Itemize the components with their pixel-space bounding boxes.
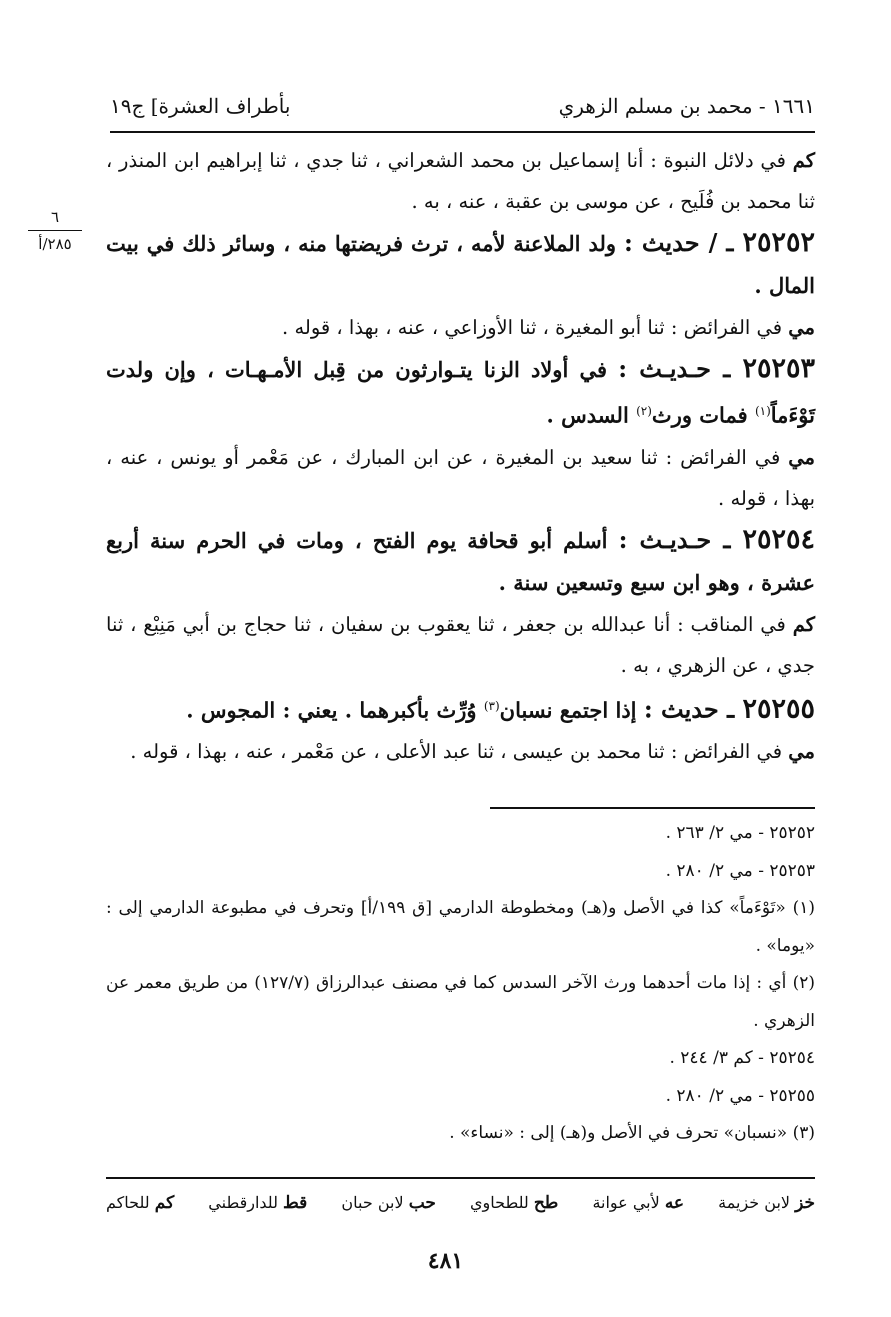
page-number: ٤٨١	[427, 1248, 464, 1274]
footnotes	[106, 815, 815, 1153]
source-text: في الفرائض : ثنا محمد بن عيسى ، ثنا عبد الأعلى ، عن مَعْمر ، عنه ، بهذا ، قوله .	[130, 740, 789, 763]
abbreviation-item	[718, 1193, 815, 1213]
abbreviation-meaning: للدارقطني	[208, 1193, 284, 1212]
entry-text: في أولاد الزنا يتـوارثون من قِبل الأمـهـات ، وإن ولدت تَوْءَماً	[106, 357, 815, 428]
entry-text: السدس .	[546, 402, 637, 428]
footer-rule	[106, 1177, 815, 1179]
abbreviation-item	[208, 1193, 307, 1213]
entry-number: ٢٥٢٥٣	[742, 353, 815, 384]
entry-label: ـ حـديـث :	[618, 354, 743, 383]
entry-label: ـ / حديث :	[624, 228, 743, 257]
abbreviation-code: عه	[664, 1193, 685, 1213]
source-siglum: كم	[792, 149, 815, 172]
source-paragraph	[106, 437, 815, 519]
source-text: في الفرائض : ثنا أبو المغيرة ، ثنا الأوزاعي ، عنه ، بهذا ، قوله .	[282, 316, 789, 339]
source-paragraph	[106, 140, 815, 222]
hadith-entry	[106, 222, 815, 307]
abbreviation-code: قط	[283, 1193, 308, 1213]
source-siglum: كم	[792, 612, 815, 636]
entry-number: ٢٥٢٥٥	[742, 693, 815, 724]
footnote: (٢) أي : إذا مات أحدهما ورث الآخر السدس كما في مصنف عبدالرزاق (١٢٧/٧) من طريق معمر عن الزهري .	[106, 973, 815, 1031]
margin-folio-number: ٦	[50, 208, 60, 226]
source-text: في الفرائض : ثنا سعيد بن المغيرة ، عن ابن المبارك ، عن مَعْمر أو يونس ، عنه ، بهذا ، قوله .	[106, 445, 815, 510]
source-siglum: مي	[788, 445, 815, 469]
abbreviation-item	[106, 1193, 174, 1213]
entry-label: ـ حـديـث :	[618, 524, 743, 554]
footnote: ٢٥٢٥٥ - مي ٢/ ٢٨٠ .	[665, 1085, 815, 1106]
footnote-ref: (٢)	[636, 404, 652, 418]
abbreviation-meaning: لأبي عوانة	[592, 1193, 665, 1212]
footnote: (١) «تَوْءَماً» كذا في الأصل و(هـ) ومخطوطة الدارمي [ق ١٩٩/أ] وتحرف في مطبوعة الدارمي إلى : «يوما» .	[106, 898, 815, 956]
footnote: (٣) «نسبان» تحرف في الأصل و(هـ) إلى : «نساء» .	[449, 1123, 815, 1143]
hadith-entry	[106, 348, 815, 437]
hadith-entry	[106, 686, 815, 732]
margin-folio-leaf: ٢٨٥/أ	[38, 235, 72, 253]
abbreviation-meaning: للحاكم	[106, 1193, 155, 1212]
entry-number: ٢٥٢٥٢	[742, 227, 815, 258]
book-title: بأطراف العشرة] ج١٩	[110, 94, 291, 118]
abbreviation-key	[106, 1188, 815, 1218]
abbreviation-item	[592, 1193, 684, 1213]
footnote-separator	[490, 807, 815, 809]
abbreviation-meaning: للطحاوي	[469, 1193, 534, 1212]
section-title: ١٦٦١ - محمد بن مسلم الزهري	[558, 94, 815, 118]
main-text	[106, 140, 815, 772]
margin-folio-note	[26, 208, 84, 253]
source-text: في المناقب : أنا عبدالله بن جعفر ، ثنا يعقوب بن سفيان ، ثنا حجاج بن أبي مَنِيْع ، ثنا جدي ، عن الزهري ، به .	[106, 612, 815, 677]
source-text: في دلائل النبوة : أنا إسماعيل بن محمد الشعراني ، ثنا جدي ، ثنا إبراهيم ابن المنذر ، ثنا محمد بن فُلَيح ، عن موسى بن عقبة ، عنه ، به .	[106, 149, 815, 213]
footnote-ref: (٣)	[483, 698, 500, 713]
header-rule	[110, 131, 815, 133]
abbreviation-code: طح	[533, 1193, 559, 1213]
footnote: ٢٥٢٥٢ - مي ٢/ ٢٦٣ .	[665, 823, 815, 843]
hadith-entry	[106, 519, 815, 604]
entry-text: أسلم أبو قحافة يوم الفتح ، ومات في الحرم سنة أربع عشرة ، وهو ابن سبع وتسعين سنة .	[106, 527, 815, 595]
entry-text: وُرِّث بأكبرهما . يعني : المجوس .	[186, 697, 484, 722]
margin-folio-divider	[28, 230, 82, 231]
footnote-ref: (١)	[754, 404, 771, 418]
footnote: ٢٥٢٥٣ - مي ٢/ ٢٨٠ .	[665, 860, 815, 881]
source-paragraph	[106, 604, 815, 686]
abbreviation-item	[470, 1193, 558, 1213]
running-header	[110, 86, 815, 126]
source-paragraph	[106, 731, 815, 772]
source-paragraph	[106, 307, 815, 348]
abbreviation-code: خز	[795, 1193, 815, 1213]
abbreviation-meaning: لابن خزيمة	[718, 1193, 796, 1212]
source-siglum: مي	[788, 316, 815, 339]
entry-text: فمات ورث	[651, 402, 755, 428]
footnote: ٢٥٢٥٤ - كم ٣/ ٢٤٤ .	[669, 1048, 815, 1068]
entry-text: إذا اجتمع نسبان	[499, 697, 644, 722]
abbreviation-code: كم	[154, 1193, 175, 1213]
abbreviation-meaning: لابن حبان	[341, 1193, 409, 1212]
source-siglum: مي	[788, 740, 815, 763]
abbreviation-item	[341, 1193, 435, 1213]
entry-label: ـ حديث :	[643, 694, 743, 723]
entry-text: ولد الملاعنة لأمه ، ترث فريضتها منه ، وسائر ذلك في بيت المال .	[106, 231, 815, 298]
abbreviation-code: حب	[408, 1193, 436, 1213]
entry-number: ٢٥٢٥٤	[742, 523, 815, 555]
